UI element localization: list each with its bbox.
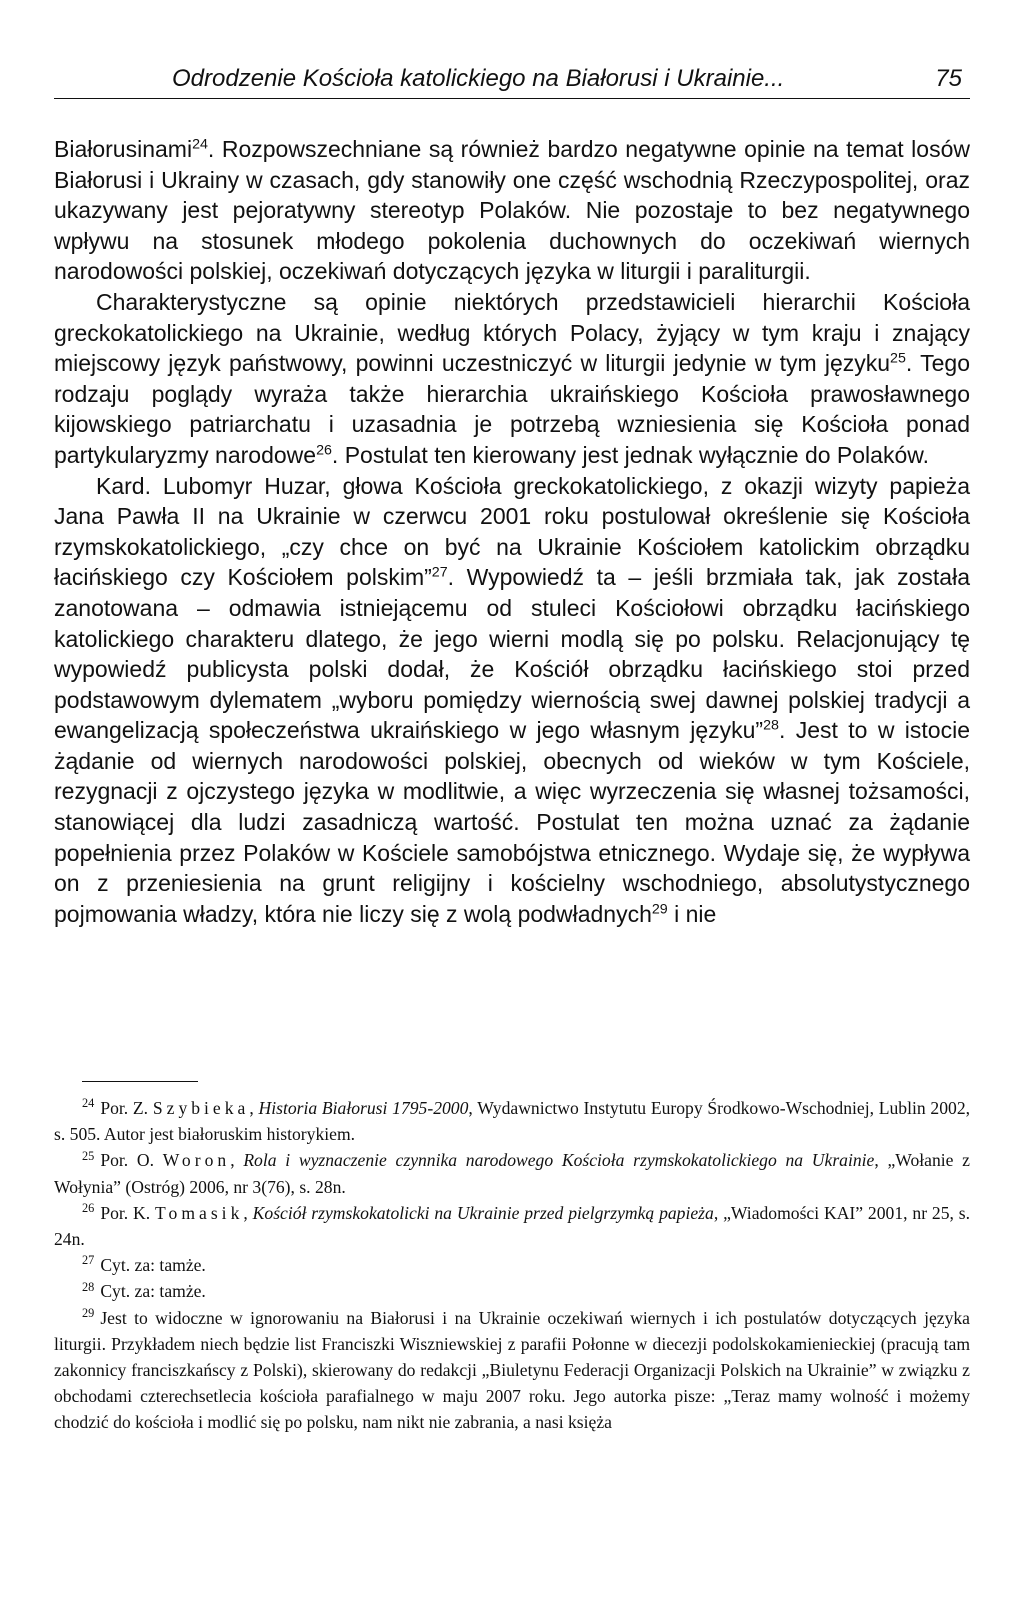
paragraph-2 — [54, 287, 970, 471]
paragraph-3-text-c: . Jest to w istocie żądanie od wiernych narodowości polskiej, obecnych od wieków w tym Kościele, rezygnacji z ojczystego języka w modlitwie, a więc wyrzeczenia się własnej tożsamości, stanowiącej dla ludzi zasadniczą wartość. Postulat ten można uznać za żądanie popełnienia przez Polaków w Kościele samobójstwa etnicznego. Wydaje się, że wypływa on z przeniesienia na grunt religijny i kościelny wschodniego, absolutystycznego pojmowania władzy, która nie liczy się z wolą podwładnych — [54, 717, 971, 927]
footnote-number: 28 — [82, 1279, 95, 1294]
footnote-26 — [54, 1200, 970, 1252]
footnote-text: Por. O. — [100, 1150, 163, 1171]
paragraph-3-text-d: i nie — [667, 900, 717, 927]
paragraph-2-text-a: Charakterystyczne są opinie niektórych przedstawicieli hierarchii Kościoła greckokatolickiego na Ukrainie, według których Polacy, żyjący w tym kraju i znający miejscowy język państwowy, powinni uczestniczyć w liturgii jedynie w tym języku — [54, 288, 970, 377]
footnote-text: , „Wiadomości KAI” 2001, nr 25, s. 24n. — [54, 1202, 971, 1250]
footnote-29 — [54, 1305, 970, 1436]
main-text — [54, 134, 970, 929]
footnote-title: Historia Białorusi 1795-2000 — [258, 1098, 469, 1118]
footnote-author: Szybieka — [152, 1098, 250, 1118]
footnote-text: Cyt. za: tamże. — [100, 1255, 206, 1276]
footnote-24 — [54, 1095, 970, 1147]
paragraph-2-text-c: . Postulat ten kierowany jest jednak wyłącznie do Polaków. — [331, 441, 929, 468]
footnote-ref-25[interactable]: 25 — [890, 350, 906, 367]
footnote-number: 29 — [82, 1305, 95, 1320]
footnote-ref-27[interactable]: 27 — [431, 564, 448, 581]
footnote-text: Cyt. za: tamże. — [100, 1281, 206, 1302]
footnote-ref-29[interactable]: 29 — [651, 901, 668, 918]
footnote-27 — [54, 1252, 970, 1278]
footnote-text: Por. K. — [100, 1202, 156, 1223]
footnote-separator — [82, 1081, 198, 1082]
footnote-ref-24[interactable]: 24 — [192, 136, 208, 153]
header-title: Odrodzenie Kościoła katolickiego na Białorusi i Ukrainie... — [172, 65, 785, 92]
paragraph-3 — [54, 471, 970, 930]
footnote-text: , — [243, 1202, 253, 1223]
footnote-number: 27 — [82, 1253, 95, 1268]
paragraph-1-text-b: . Rozpowszechniane są również bardzo negatywne opinie na temat losów Białorusi i Ukrainy w czasach, gdy stanowiły one część wschodnią Rzeczypospolitej, oraz ukazywany jest pejoratywny stereotyp Polaków. Nie pozostaje to bez negatywnego wpływu na stosunek młodego pokolenia duchownych do oczekiwań wiernych narodowości polskiej, oczekiwań dotyczących języka w liturgii i paraliturgii. — [54, 136, 970, 285]
book-page — [54, 0, 970, 1597]
paragraph-3-text-b: . Wypowiedź ta – jeśli brzmiała tak, jak została zanotowana – odmawia istniejącemu od stuleci Kościołowi obrządku łacińskiego katolickiego charakteru dlatego, że jego wierni modlą się po polsku. Relacjonujący tę wypowiedź publicysta polski dodał, że Kościół obrządku łacińskiego stoi przed podstawowym dylematem „wyboru pomiędzy wiernością swej dawnej polskiej tradycji a ewangelizacją społeczeństwa ukraińskiego w jego własnym języku” — [54, 564, 970, 744]
page-number: 75 — [935, 65, 962, 92]
paragraph-1 — [54, 134, 970, 287]
footnote-25 — [54, 1147, 970, 1199]
footnote-text: , Wydawnictwo Instytutu Europy Środkowo-Wschodniej, Lublin 2002, s. 505. Autor jest białoruskim historykiem. — [54, 1098, 971, 1145]
footnote-author: Woron — [162, 1150, 231, 1171]
paragraph-3-text-a: Kard. Lubomyr Huzar, głowa Kościoła greckokatolickiego, z okazji wizyty papieża Jana Pawła II na Ukrainie w czerwcu 2001 roku postulował określenie się Kościoła rzymskokatolickiego, „czy chce on być na Ukrainie Kościołem katolickim obrządku łacińskiego czy Kościołem polskim” — [54, 472, 970, 591]
footnote-ref-26[interactable]: 26 — [316, 442, 332, 459]
running-header — [54, 64, 970, 99]
footnote-text: Por. Z. — [100, 1098, 153, 1118]
footnote-ref-28[interactable]: 28 — [763, 717, 779, 734]
footnote-title: Rola i wyznaczenie czynnika narodowego Kościoła rzymskokatolickiego na Ukrainie — [243, 1150, 875, 1171]
paragraph-1-text-a: Białorusinami — [54, 136, 193, 162]
footnote-text: , — [230, 1150, 244, 1171]
footnote-text: , — [249, 1098, 259, 1118]
footnote-title: Kościół rzymskokatolicki na Ukrainie przed pielgrzymką papieża — [252, 1202, 714, 1223]
footnote-text: Jest to widoczne w ignorowaniu na Białorusi i na Ukrainie oczekiwań wiernych i ich postulatów dotyczących języka liturgii. Przykładem niech będzie list Franciszki Wiszniewskiej z parafii Połonne w diecezji podolskokamienieckiej (pracują tam zakonnicy franciszkańscy z Polski), skierowany do redakcji „Biuletynu Federacji Organizacji Polskich na Ukrainie” w związku z obchodami czterechsetlecia kościoła parafialnego w maju 2007 roku. Jego autorka pisze: „Teraz mamy wolność i możemy chodzić do kościoła i modlić się po polsku, nam nikt nie zabrania, a nasi księża — [54, 1307, 970, 1433]
footnote-28 — [54, 1278, 970, 1304]
footnote-text: , „Wołanie z Wołynia” (Ostróg) 2006, nr 3(76), s. 28n. — [54, 1150, 970, 1197]
paragraph-2-text-b: . Tego rodzaju poglądy wyraża także hierarchia ukraińskiego Kościoła prawosławnego kijowskiego patriarchatu i uzasadnia je potrzebą wzniesienia się Kościoła ponad partykularyzmy narodowe — [54, 350, 970, 468]
footnote-number: 24 — [82, 1096, 95, 1111]
footnote-number: 25 — [82, 1148, 95, 1163]
footnote-author: Tomasik — [155, 1202, 244, 1223]
footnotes — [54, 1095, 970, 1436]
footnote-number: 26 — [82, 1200, 95, 1215]
